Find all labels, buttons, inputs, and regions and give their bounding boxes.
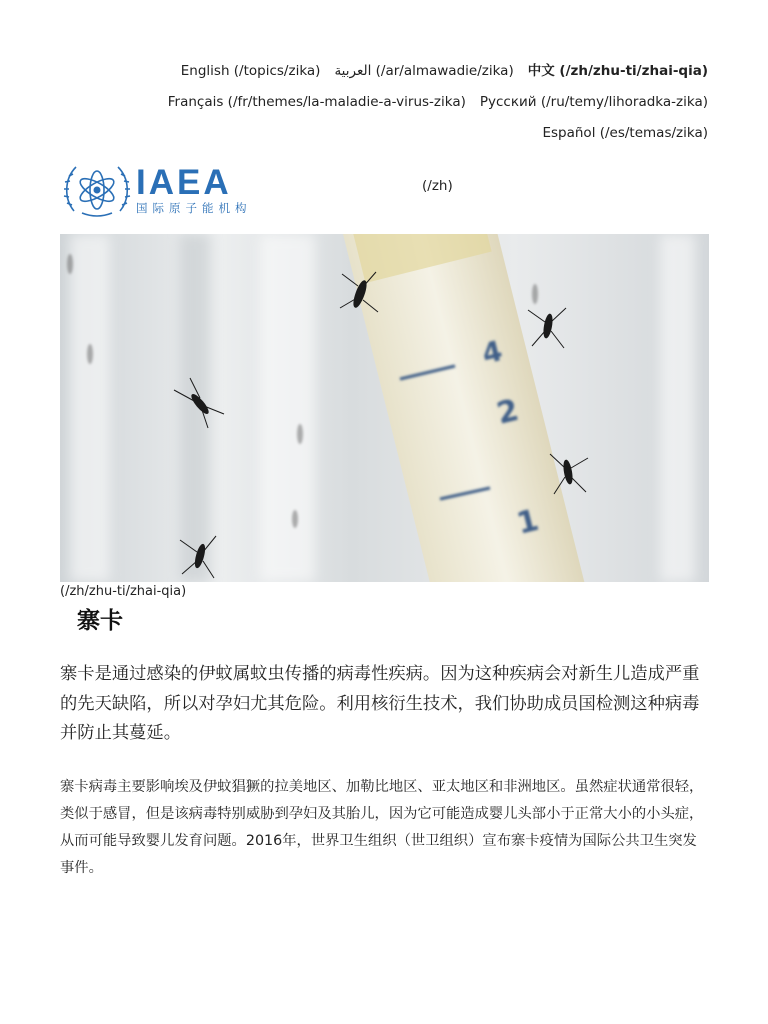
- language-row: [108, 118, 708, 149]
- language-link[interactable]: Français (/fr/themes/la-maladie-a-virus-zika): [167, 94, 466, 110]
- language-row: [108, 56, 708, 87]
- language-link[interactable]: 中文 (/zh/zhu-ti/zhai-qia): [527, 63, 708, 79]
- language-row: [108, 87, 708, 118]
- image-caption[interactable]: (/zh/zhu-ti/zhai-qia): [60, 584, 187, 599]
- logo-wordmark: IAEA: [136, 163, 232, 202]
- lead-paragraph: 寨卡是通过感染的伊蚊属蚊虫传播的病毒性疾病。因为这种疾病会对新生儿造成严重的先天缺陷，所以对孕妇尤其危险。利用核衍生技术，我们协助成员国检测这种病毒并防止其蔓延。: [60, 664, 700, 743]
- svg-text:1: 1: [513, 502, 543, 542]
- language-link[interactable]: العربية (/ar/almawadie/zika): [334, 63, 514, 79]
- home-link[interactable]: (/zh): [422, 178, 453, 194]
- mosquito-photo: [60, 234, 709, 582]
- language-link[interactable]: English (/topics/zika): [180, 63, 321, 79]
- svg-text:4: 4: [478, 334, 506, 371]
- iaea-logo[interactable]: [62, 160, 262, 220]
- language-link[interactable]: Español (/es/temas/zika): [542, 125, 708, 141]
- hero-image: [60, 234, 709, 582]
- un-emblem-icon: [62, 161, 132, 219]
- body-paragraph: 寨卡病毒主要影响埃及伊蚊猖獗的拉美地区、加勒比地区、亚太地区和非洲地区。虽然症状通常很轻，类似于感冒，但是该病毒特别威胁到孕妇及其胎儿，因为它可能造成婴儿头部小于正常大小的小头症，从而可能导致婴儿发育问题。2016年，世界卫生组织（世卫组织）宣布寨卡疫情为国际公共卫生突发事件。: [60, 779, 704, 876]
- page-title: 寨卡: [77, 608, 123, 634]
- svg-text:2: 2: [493, 392, 523, 432]
- language-nav: [108, 56, 708, 149]
- language-link[interactable]: Русский (/ru/temy/lihoradka-zika): [479, 94, 708, 110]
- logo-subtitle: 国际原子能机构: [136, 201, 252, 215]
